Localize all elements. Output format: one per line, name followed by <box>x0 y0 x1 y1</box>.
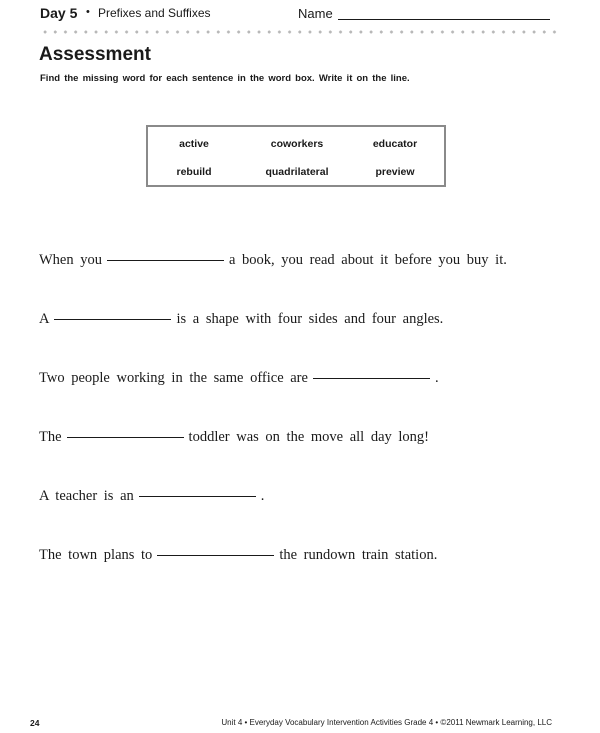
word-box-item: rebuild <box>176 166 212 178</box>
sentence-text-before: Two people working in the same office are <box>39 370 308 386</box>
sentence-text-before: A teacher is an <box>39 488 134 504</box>
page-number: 24 <box>30 718 40 728</box>
word-box-item: preview <box>375 166 415 178</box>
sentence-text-after: . <box>434 370 439 386</box>
dotted-divider <box>40 30 560 34</box>
topic-label: Prefixes and Suffixes <box>98 6 211 20</box>
page-title: Assessment <box>39 44 151 65</box>
answer-blank[interactable] <box>139 495 256 497</box>
sentence-5 <box>39 488 264 505</box>
answer-blank[interactable] <box>67 436 184 438</box>
sentence-text-after: a book, you read about it before you buy it. <box>229 252 507 268</box>
page-header <box>40 5 560 25</box>
word-box <box>146 125 446 187</box>
sentence-text-after: . <box>260 488 265 504</box>
sentence-text-before: When you <box>39 252 102 268</box>
word-box-item: educator <box>372 138 418 150</box>
word-box-item: active <box>179 138 209 150</box>
answer-blank[interactable] <box>313 377 430 379</box>
sentence-6 <box>39 547 437 564</box>
sentence-1 <box>39 252 507 269</box>
word-box-item: quadrilateral <box>265 166 329 178</box>
sentence-text-before: The <box>39 429 62 445</box>
sentence-text-after: toddler was on the move all day long! <box>188 429 430 445</box>
name-line[interactable] <box>338 19 550 20</box>
sentence-text-after: is a shape with four sides and four angles. <box>176 311 444 327</box>
sentence-text-after: the rundown train station. <box>279 547 438 563</box>
sentence-text-before: A <box>39 311 50 327</box>
day-label: Day 5 <box>40 5 78 21</box>
word-box-item: coworkers <box>270 138 324 150</box>
directions: Find the missing word for each sentence in the word box. Write it on the line. <box>40 73 410 84</box>
answer-blank[interactable] <box>107 259 224 261</box>
footer-credit: Unit 4 • Everyday Vocabulary Intervention Activities Grade 4 • ©2011 Newmark Learning, LLC <box>221 718 552 727</box>
sentence-3 <box>39 370 439 387</box>
answer-blank[interactable] <box>157 554 274 556</box>
header-bullet: • <box>86 6 90 18</box>
sentence-4 <box>39 429 429 446</box>
sentence-2 <box>39 311 443 328</box>
answer-blank[interactable] <box>54 318 171 320</box>
sentence-text-before: The town plans to <box>39 547 153 563</box>
name-label: Name <box>298 6 333 21</box>
